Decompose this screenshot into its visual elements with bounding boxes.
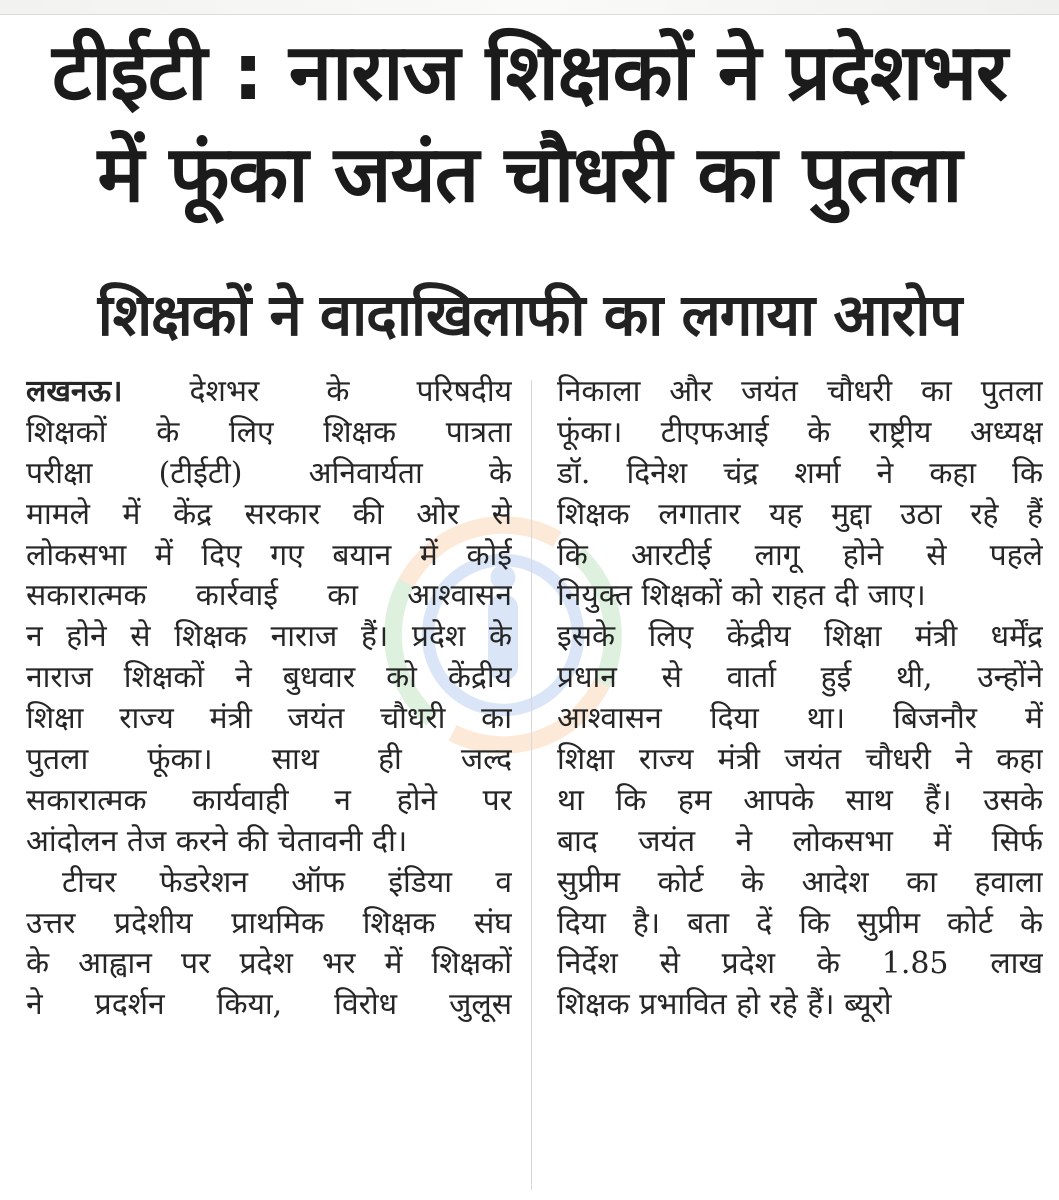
article-line: मामले में केंद्र सरकार की ओर से [26,496,512,532]
article-line: इसके लिए केंद्रीय शिक्षा मंत्री धर्मेंद्र [557,619,1043,655]
article-line: सकारात्मक कार्यवाही न होने पर [26,782,512,818]
article-line: परीक्षा (टीईटी) अनिवार्यता के [26,455,512,491]
article-line: शिक्षा राज्य मंत्री जयंत चौधरी ने कहा [557,742,1043,778]
article-line: टीचर फेडरेशन ऑफ इंडिया व [62,864,512,900]
headline [18,22,1041,226]
article-line: सकारात्मक कार्रवाई का आश्वासन [26,578,512,614]
headline-line-2: में फूंका जयंत चौधरी का पुतला [97,130,962,220]
article-line [26,372,512,413]
article-line: शिक्षा राज्य मंत्री जयंत चौधरी का [26,701,512,737]
dateline: लखनऊ। [26,374,123,409]
article-line: सुप्रीम कोर्ट के आदेश का हवाला [557,864,1043,900]
article-line: नाराज शिक्षकों ने बुधवार को केंद्रीय [26,660,512,696]
article-line: आश्वासन दिया था। बिजनौर में [557,701,1043,737]
subheadline: शिक्षकों ने वादाखिलाफी का लगाया आरोप [97,281,962,349]
article-line: बाद जयंत ने लोकसभा में सिर्फ [557,823,1043,859]
article-line-text: देशभर के परिषदीय [122,374,512,409]
article-column-right [557,372,1043,1026]
article-line: नियुक्त शिक्षकों को राहत दी जाए। [557,578,926,614]
article-line: न होने से शिक्षक नाराज हैं। प्रदेश के [26,619,512,655]
article-line: पुतला फूंका। साथ ही जल्द [26,742,512,778]
article-line: लोकसभा में दिए गए बयान में कोई [26,537,512,573]
top-edge-strip [0,0,1059,15]
article-line: फूंका। टीएफआई के राष्ट्रीय अध्यक्ष [557,414,1043,450]
article-line: प्रधान से वार्ता हुई थी, उन्होंने [557,660,1043,696]
article-line: दिया है। बता दें कि सुप्रीम कोर्ट के [557,905,1043,941]
article-line: निर्देश से प्रदेश के 1.85 लाख [557,946,1043,982]
article-line: था कि हम आपके साथ हैं। उसके [557,782,1043,818]
article-line: कि आरटीई लागू होने से पहले [557,537,1043,573]
article-line: शिक्षक प्रभावित हो रहे हैं। ब्यूरो [557,987,892,1023]
column-divider [531,380,532,1190]
article-line: ने प्रदर्शन किया, विरोध जुलूस [26,987,512,1023]
article-column-left [26,372,512,1026]
article-line: शिक्षक लगातार यह मुद्दा उठा रहे हैं [557,496,1043,532]
article-line: आंदोलन तेज करने की चेतावनी दी। [26,823,408,859]
article-line: शिक्षकों के लिए शिक्षक पात्रता [26,414,512,450]
article-line: निकाला और जयंत चौधरी का पुतला [557,374,1043,409]
article-line: डॉ. दिनेश चंद्र शर्मा ने कहा कि [557,455,1043,491]
article-line: उत्तर प्रदेशीय प्राथमिक शिक्षक संघ [26,905,512,941]
headline-line-1: टीईटी : नाराज शिक्षकों ने प्रदेशभर [52,28,1007,118]
article-line: के आह्वान पर प्रदेश भर में शिक्षकों [26,946,512,982]
